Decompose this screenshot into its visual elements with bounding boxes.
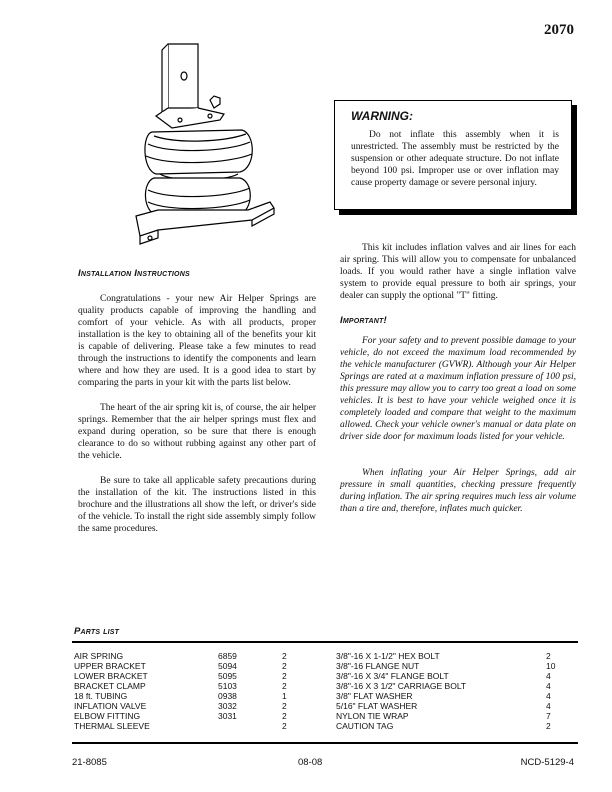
part-name: ELBOW FITTING — [74, 711, 141, 721]
part-name: 18 ft. TUBING — [74, 691, 128, 701]
part-name: LOWER BRACKET — [74, 671, 148, 681]
installation-paragraph-2: The heart of the air spring kit is, of course, the air helper springs. Remember that the air helper springs must flex and expand during operation, so be sure that there is enough clearance to do so without rubbing against any other part of the vehicle. — [78, 403, 316, 461]
footer-right: NCD-5129-4 — [520, 757, 574, 768]
footer-left: 21-8085 — [72, 757, 107, 768]
installation-title: Installation Instructions — [78, 268, 190, 279]
important-paragraph-2: When inflating your Air Helper Springs, add air pressure in small quantities, checking pressure frequently during inflation. The air spring requires much less air volume than a tire and, therefore, inflates much quicker. — [340, 468, 576, 514]
part-qty: 2 — [282, 671, 287, 681]
part-number: 0938 — [218, 691, 237, 701]
document-number: 2070 — [544, 22, 574, 38]
part-number: 5094 — [218, 661, 237, 671]
part-name: BRACKET CLAMP — [74, 681, 146, 691]
parts-row — [74, 691, 576, 701]
hardware-name: 3/8" FLAT WASHER — [336, 691, 413, 701]
part-qty: 2 — [282, 721, 287, 731]
warning-box — [334, 100, 572, 210]
hardware-name: 5/16" FLAT WASHER — [336, 701, 418, 711]
footer-center: 08-08 — [298, 757, 323, 768]
air-spring-illustration — [128, 40, 278, 250]
parts-row — [74, 681, 576, 691]
part-qty: 1 — [282, 691, 287, 701]
hardware-qty: 2 — [546, 721, 551, 731]
parts-list-title: Parts list — [74, 626, 120, 637]
intro-paragraph: This kit includes inflation valves and air lines for each air spring. This will allow you to compensate for unbalanced loads. If you would rather have a single inflation valve system to provide equal pressure to both air springs, your dealer can supply the optional "T" fitting. — [340, 243, 576, 301]
hardware-name: 3/8"-16 FLANGE NUT — [336, 661, 420, 671]
parts-row — [74, 721, 576, 731]
part-name: THERMAL SLEEVE — [74, 721, 150, 731]
parts-list-heading — [74, 626, 119, 637]
hardware-qty: 4 — [546, 701, 551, 711]
parts-row — [74, 701, 576, 711]
part-qty: 2 — [282, 701, 287, 711]
hardware-qty: 2 — [546, 651, 551, 661]
part-number: 5095 — [218, 671, 237, 681]
installation-paragraph-3: Be sure to take all applicable safety precautions during the installation of the kit. The instructions listed in this brochure and the illustrations all show the left, or driver's side of the vehicle. To install the right side assembly simply follow the same procedures. — [78, 476, 316, 534]
hardware-name: 3/8"-16 X 3/4" FLANGE BOLT — [336, 671, 449, 681]
part-number: 3032 — [218, 701, 237, 711]
part-qty: 2 — [282, 711, 287, 721]
parts-row — [74, 651, 576, 661]
installation-paragraph-1: Congratulations - your new Air Helper Springs are quality products capable of improving the handling and comfort of your vehicle. As with all products, proper installation is the key to obtaining all of the benefits your kit is capable of delivering. Please take a few minutes to read through the instructions to identify the components and learn where and how they are used. It is a good idea to start by comparing the parts in your kit with the parts list below. — [78, 294, 316, 388]
part-number: 3031 — [218, 711, 237, 721]
installation-section — [78, 268, 316, 279]
warning-title: WARNING: — [351, 109, 413, 123]
parts-row — [74, 671, 576, 681]
parts-row — [74, 661, 576, 671]
parts-table — [74, 651, 576, 731]
important-paragraph-1: For your safety and to prevent possible damage to your vehicle, do not exceed the maximum load recommended by the vehicle manufacturer (GVWR). Although your Air Helper Springs are rated at a maximum inflation pressure of 100 psi, this pressure may allow you to carry too great a load on some vehicles. It is best to have your vehicle weighed once it is completely loaded and compare that weight to the maximum allowed. Check your vehicle owner's manual or data plate on driver side door for maximum loads listed for your vehicle. — [340, 336, 576, 442]
part-number: 6859 — [218, 651, 237, 661]
part-number: 5103 — [218, 681, 237, 691]
hardware-name: 3/8"-16 X 1-1/2" HEX BOLT — [336, 651, 440, 661]
part-qty: 2 — [282, 681, 287, 691]
hardware-name: 3/8"-16 X 3 1/2" CARRIAGE BOLT — [336, 681, 467, 691]
hardware-name: CAUTION TAG — [336, 721, 394, 731]
part-name: INFLATION VALVE — [74, 701, 147, 711]
parts-row — [74, 711, 576, 721]
parts-list-bottom-rule — [72, 742, 578, 744]
warning-text: Do not inflate this assembly when it is unrestricted. The assembly must be restricted by the suspension or other adequate structure. Do not inflate beyond 100 psi. Improper use or over inflation may cause property damage or severe personal injury. — [351, 130, 559, 188]
part-name: AIR SPRING — [74, 651, 124, 661]
important-title: Important! — [340, 315, 387, 326]
part-qty: 2 — [282, 661, 287, 671]
hardware-qty: 4 — [546, 691, 551, 701]
important-section — [340, 315, 576, 326]
part-number — [218, 721, 282, 731]
hardware-qty: 10 — [546, 661, 556, 671]
part-qty: 2 — [282, 651, 287, 661]
part-name: UPPER BRACKET — [74, 661, 146, 671]
parts-list-top-rule — [72, 641, 578, 643]
hardware-name: NYLON TIE WRAP — [336, 711, 409, 721]
hardware-qty: 4 — [546, 671, 551, 681]
hardware-qty: 4 — [546, 681, 551, 691]
hardware-qty: 7 — [546, 711, 551, 721]
